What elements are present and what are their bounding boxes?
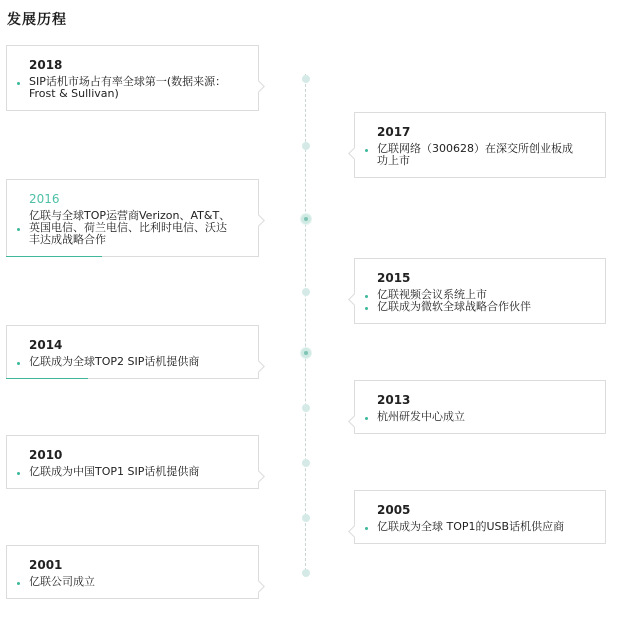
milestone-item-continued: 丰达成战略合作: [29, 233, 106, 246]
milestone-card-2001[interactable]: [6, 545, 259, 599]
active-underline: [6, 256, 102, 257]
milestone-card-2010[interactable]: [6, 435, 259, 489]
timeline-dot: [302, 514, 310, 522]
milestone-year: 2013: [377, 393, 411, 407]
milestone-item: 杭州研发中心成立: [377, 411, 593, 423]
milestone-item: 亿联成为微软全球战略合作伙伴: [377, 301, 593, 313]
milestone-item: 亿联成为全球 TOP1的USB话机供应商: [377, 521, 593, 533]
timeline-dot-active: [301, 348, 311, 358]
timeline-dot-active: [301, 214, 311, 224]
milestone-year: 2018: [29, 58, 63, 72]
milestone-card-2017[interactable]: [354, 112, 606, 178]
milestone-item: SIP话机市场占有率全球第一(数据来源：: [29, 76, 246, 88]
milestone-card-2005[interactable]: [354, 490, 606, 544]
milestone-year: 2001: [29, 558, 63, 572]
milestone-item: 亿联网络（300628）在深交所创业板成: [377, 143, 593, 155]
milestone-year: 2005: [377, 503, 411, 517]
milestone-item: 英国电信、荷兰电信、比利时电信、沃达: [29, 222, 246, 234]
active-underline: [6, 378, 88, 379]
milestone-year: 2016: [29, 192, 60, 206]
milestone-item: 亿联成为中国TOP1 SIP话机提供商: [29, 466, 246, 478]
timeline-dot: [302, 404, 310, 412]
milestone-card-2014[interactable]: [6, 325, 259, 379]
milestone-card-2016[interactable]: [6, 179, 259, 257]
milestone-item-continued: 功上市: [377, 154, 410, 167]
milestone-year: 2017: [377, 125, 411, 139]
timeline-dot: [302, 569, 310, 577]
milestone-card-2015[interactable]: [354, 258, 606, 324]
timeline-dot: [302, 459, 310, 467]
timeline-dot: [302, 288, 310, 296]
timeline-dot: [302, 142, 310, 150]
milestone-item: 亿联公司成立: [29, 576, 246, 588]
milestone-card-2018[interactable]: [6, 45, 259, 111]
milestone-year: 2014: [29, 338, 63, 352]
milestone-item-continued: 亿联与全球TOP运营商Verizon、AT&T、: [29, 209, 231, 222]
page-title: 发展历程: [7, 12, 67, 28]
milestone-item: 亿联视频会议系统上市: [377, 289, 593, 301]
milestone-year: 2015: [377, 271, 411, 285]
milestone-item: 亿联成为全球TOP2 SIP话机提供商: [29, 356, 246, 368]
milestone-item-continued: Frost & Sullivan): [29, 87, 119, 100]
timeline-dot: [302, 75, 310, 83]
milestone-year: 2010: [29, 448, 63, 462]
milestone-card-2013[interactable]: [354, 380, 606, 434]
